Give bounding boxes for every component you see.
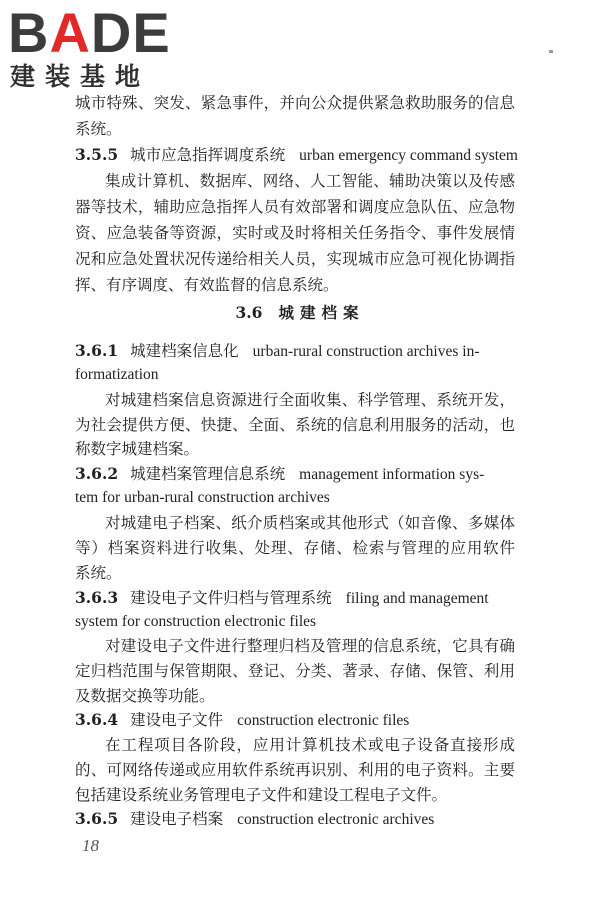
clause-term: 建设电子档案 bbox=[130, 810, 224, 828]
clause-3-6-3-heading bbox=[75, 587, 515, 610]
text-line: 为社会提供方便、快捷、全面、系统的信息利用服务的活动，也 bbox=[75, 416, 515, 434]
clause-number: 3.5.5 bbox=[75, 145, 119, 164]
text-line: formatization bbox=[75, 366, 159, 383]
section-title: 城建档案 bbox=[278, 303, 365, 322]
text-line: 对城建档案信息资源进行全面收集、科学管理、系统开发， bbox=[105, 391, 515, 409]
text-line: 系统。 bbox=[75, 564, 122, 582]
text-line: 定归档范围与保管期限、登记、分类、著录、存储、保管、利用 bbox=[75, 662, 515, 680]
clause-3-5-5-heading bbox=[75, 144, 518, 167]
text-line: 器等技术，辅助应急指挥人员有效部署和调度应急队伍、应急物 bbox=[75, 198, 515, 216]
clause-term: 建设电子文件 bbox=[130, 711, 224, 729]
section-heading-3-6 bbox=[0, 302, 600, 324]
clause-term-en: urban-rural construction archives in- bbox=[252, 343, 480, 360]
text-line: tem for urban-rural construction archives bbox=[75, 489, 330, 506]
text-line: 系统。 bbox=[75, 120, 122, 138]
text-line: 的、可网络传递或应用软件系统再识别、利用的电子资料。主要 bbox=[75, 761, 515, 779]
clause-term-en: filing and management bbox=[345, 590, 489, 607]
clause-term: 城建档案信息化 bbox=[130, 342, 239, 360]
clause-number: 3.6.4 bbox=[75, 710, 119, 729]
text-line: 资、应急装备等资源，实时或及时将相关任务指令、事件发展情 bbox=[75, 224, 515, 242]
text-line: 对建设电子文件进行整理归档及管理的信息系统，它具有确 bbox=[105, 637, 515, 655]
clause-3-6-4-heading bbox=[75, 709, 515, 732]
clause-3-6-2-heading bbox=[75, 463, 515, 486]
margin-mark bbox=[549, 50, 553, 53]
clause-number: 3.6.2 bbox=[75, 464, 119, 483]
clause-term: 城市应急指挥调度系统 bbox=[130, 146, 286, 164]
clause-term-en: urban emergency command system bbox=[299, 147, 518, 164]
text-line: 称数字城建档案。 bbox=[75, 440, 200, 458]
text-line: system for construction electronic files bbox=[75, 613, 317, 630]
text-line: 城市特殊、突发、紧急事件，并向公众提供紧急救助服务的信息 bbox=[75, 94, 515, 112]
clause-term: 建设电子文件归档与管理系统 bbox=[130, 589, 332, 607]
logo-wordmark: BADE bbox=[8, 1, 171, 64]
clause-number: 3.6.1 bbox=[75, 341, 119, 360]
section-number: 3.6 bbox=[235, 303, 263, 322]
text-line: 集成计算机、数据库、网络、人工智能、辅助决策以及传感 bbox=[105, 172, 515, 190]
text-line: 等）档案资料进行收集、处理、存储、检索与管理的应用软件 bbox=[75, 539, 515, 557]
page-number: 18 bbox=[82, 836, 99, 855]
text-line: 对城建电子档案、纸介质档案或其他形式（如音像、多媒体 bbox=[105, 514, 515, 532]
clause-term-en: construction electronic archives bbox=[237, 811, 435, 828]
clause-3-6-1-heading bbox=[75, 340, 515, 363]
bade-logo bbox=[8, 1, 178, 96]
text-line: 及数据交换等功能。 bbox=[75, 687, 215, 705]
clause-number: 3.6.5 bbox=[75, 809, 119, 828]
clause-term-en: management information sys- bbox=[299, 466, 485, 483]
text-line: 包括建设系统业务管理电子文件和建设工程电子文件。 bbox=[75, 786, 448, 804]
text-line: 况和应急处置状况传递给相关人员，实现城市应急可视化协调指 bbox=[75, 250, 515, 268]
logo-chinese-text: 建装基地 bbox=[10, 62, 151, 91]
clause-3-6-5-heading bbox=[75, 808, 515, 831]
text-line: 在工程项目各阶段，应用计算机技术或电子设备直接形成 bbox=[105, 736, 515, 754]
clause-term-en: construction electronic files bbox=[237, 712, 410, 729]
text-line: 挥、有序调度、有效监督的信息系统。 bbox=[75, 276, 339, 294]
clause-term: 城建档案管理信息系统 bbox=[130, 465, 286, 483]
clause-number: 3.6.3 bbox=[75, 588, 119, 607]
